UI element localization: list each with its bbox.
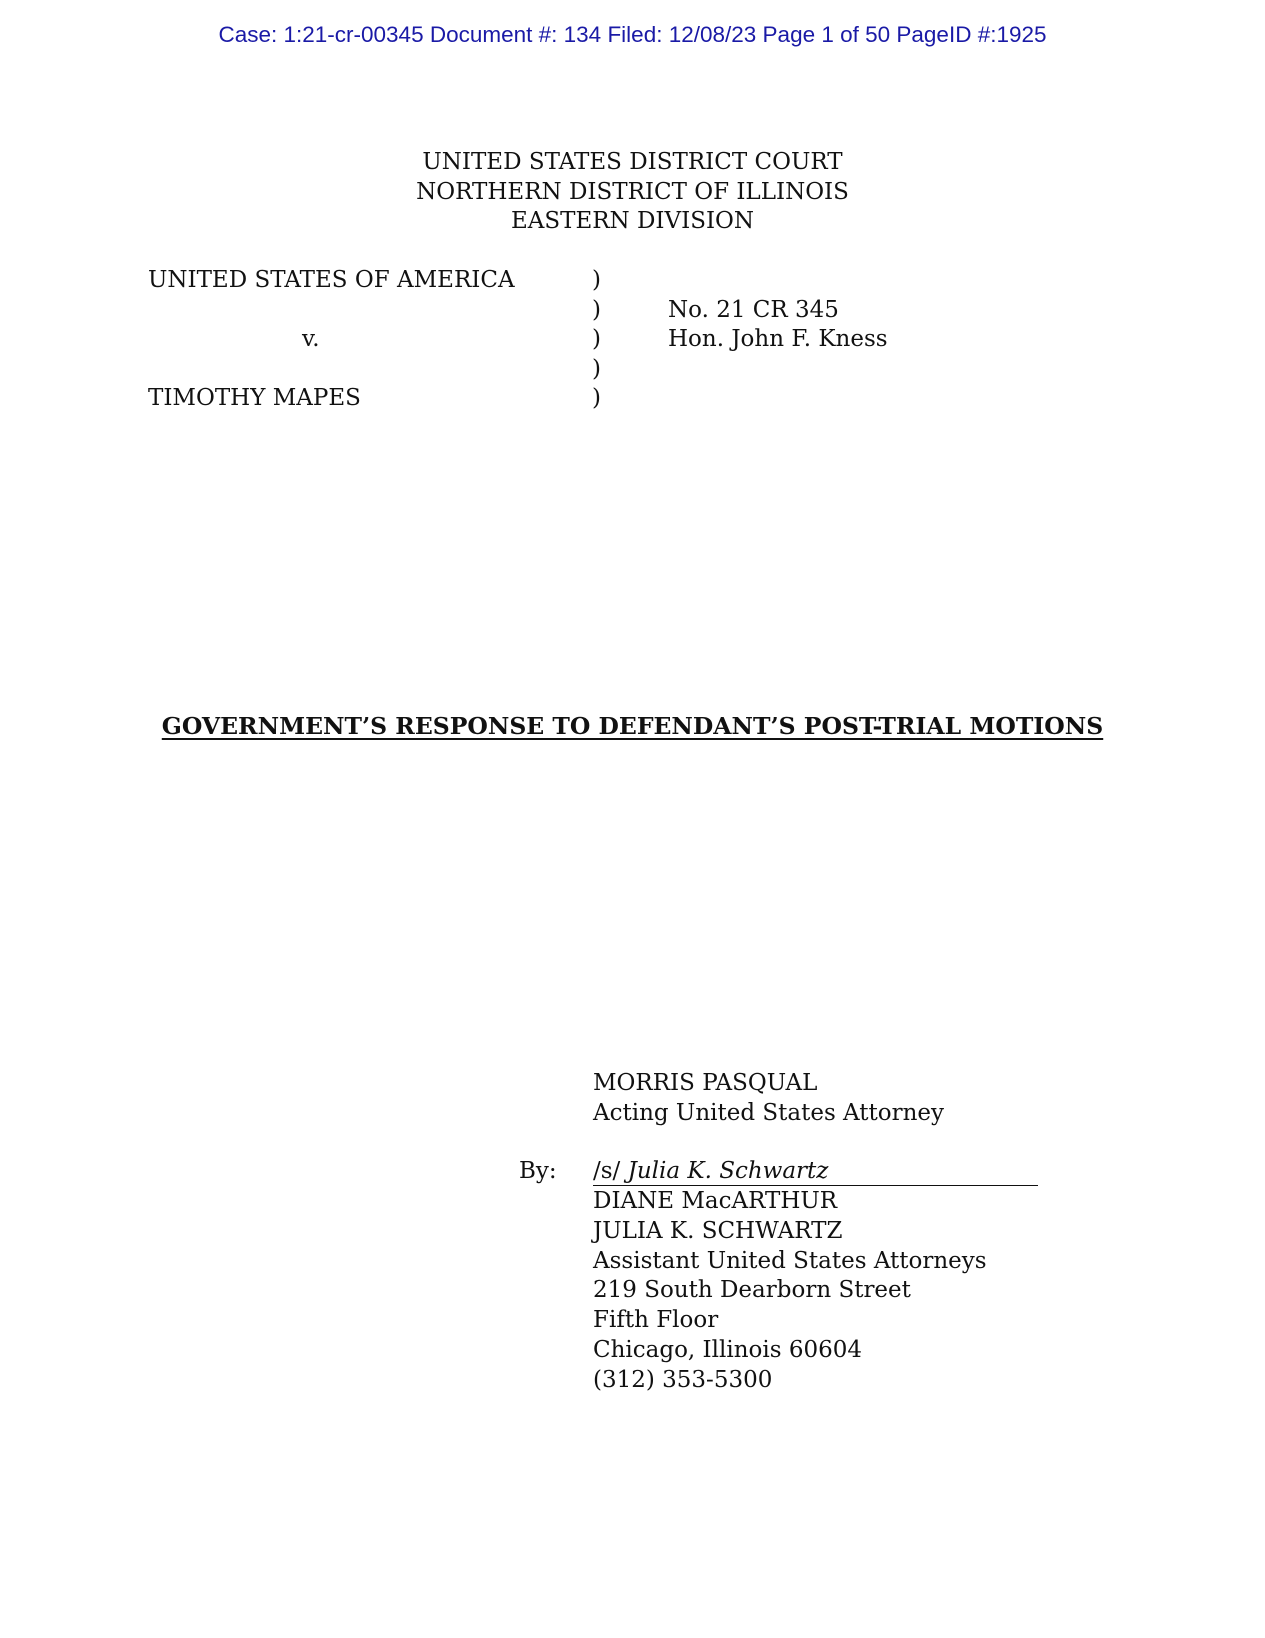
us-attorney-title: Acting United States Attorney — [593, 1100, 945, 1126]
signature-name: Julia K. Schwartz — [627, 1158, 829, 1184]
caption-paren: ) — [592, 297, 601, 323]
document-title: GOVERNMENT’S RESPONSE TO DEFENDANT’S POST-TRIAL MOTIONS — [161, 712, 1104, 740]
attorneys-title: Assistant United States Attorneys — [593, 1247, 987, 1274]
versus-label: v. — [302, 326, 320, 352]
us-attorney-name: MORRIS PASQUAL — [593, 1070, 818, 1096]
address-line: 219 South Dearborn Street — [593, 1277, 911, 1304]
signature-prefix: /s/ — [593, 1158, 621, 1184]
case-number: No. 21 CR 345 — [668, 297, 839, 323]
court-district: NORTHERN DISTRICT OF ILLINOIS — [416, 178, 849, 205]
by-label: By: — [519, 1158, 557, 1184]
judge-name: Hon. John F. Kness — [668, 326, 888, 352]
case-header-stamp: Case: 1:21-cr-00345 Document #: 134 Filed: 12/08/23 Page 1 of 50 PageID #:1925 — [218, 22, 1047, 47]
caption-paren: ) — [592, 385, 601, 411]
attorney-name: DIANE MacARTHUR — [593, 1188, 838, 1214]
address-line: Fifth Floor — [593, 1307, 719, 1334]
court-division: EASTERN DIVISION — [510, 208, 755, 234]
plaintiff-name: UNITED STATES OF AMERICA — [148, 267, 515, 293]
signature-line — [593, 1157, 1038, 1186]
address-line: Chicago, Illinois 60604 — [593, 1336, 863, 1363]
phone-number: (312) 353-5300 — [593, 1366, 773, 1393]
court-name: UNITED STATES DISTRICT COURT — [422, 149, 843, 175]
caption-paren: ) — [592, 326, 601, 352]
caption-paren: ) — [592, 356, 601, 382]
court-heading — [0, 148, 1265, 237]
attorney-details — [593, 1187, 987, 1396]
caption-paren: ) — [592, 267, 601, 293]
attorney-name: JULIA K. SCHWARTZ — [593, 1217, 843, 1244]
defendant-name: TIMOTHY MAPES — [148, 385, 361, 411]
